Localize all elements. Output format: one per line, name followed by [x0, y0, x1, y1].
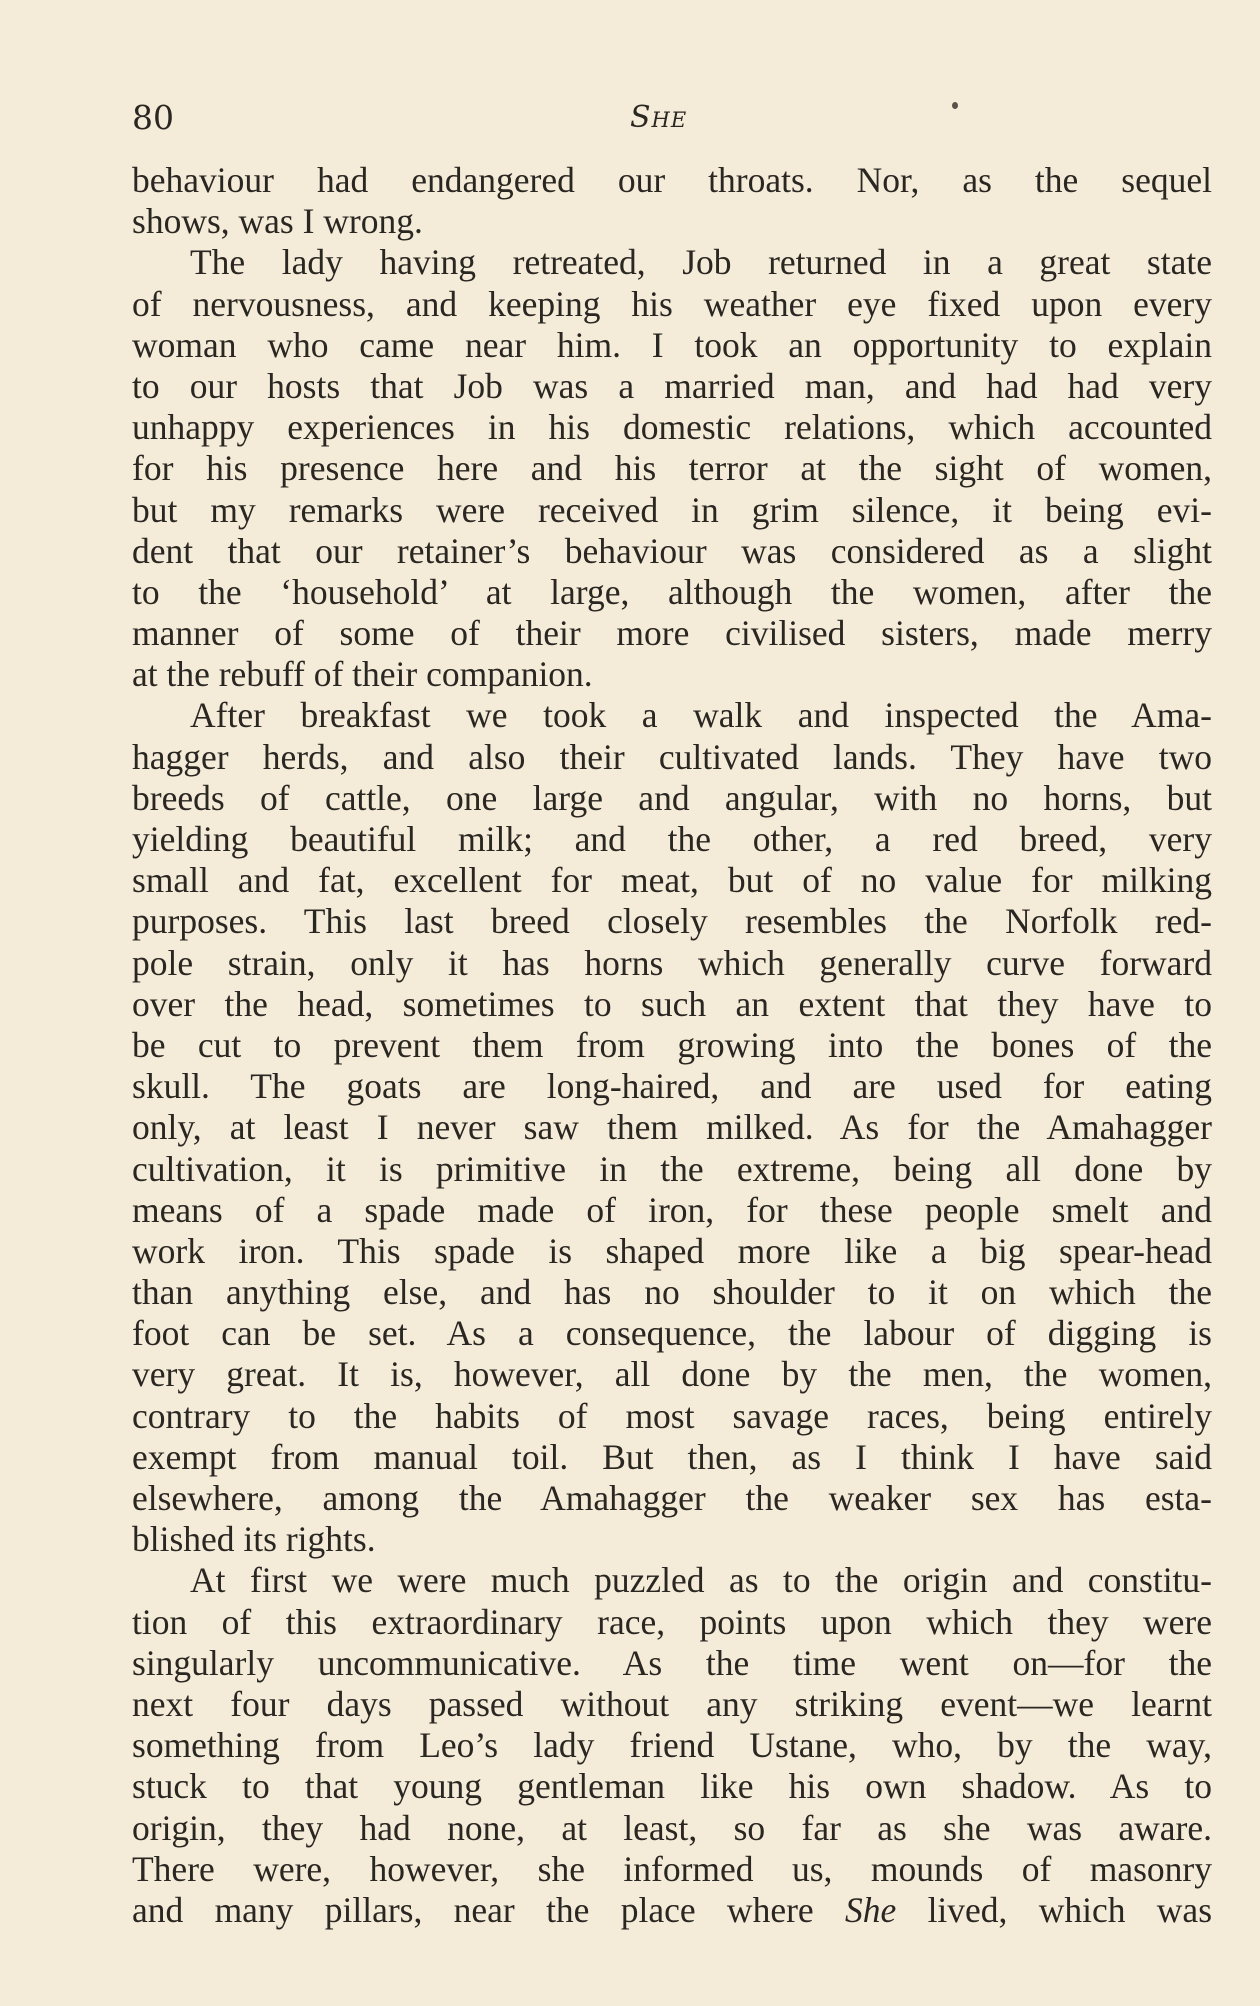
text-line: behaviour had endangered our throats. Nor, as the sequel	[132, 160, 1212, 200]
paragraph-start-line: The lady having retreated, Job returned in a great state	[190, 242, 1212, 283]
text-line: than anything else, and has no shoulder to it on which the	[132, 1272, 1212, 1313]
text-line: manner of some of their more civilised sisters, made merry	[132, 613, 1212, 654]
text-line: for his presence here and his terror at the sight of women,	[132, 448, 1212, 489]
text-line: means of a spade made of iron, for these people smelt and	[132, 1189, 1212, 1230]
text-line: skull. The goats are long-haired, and are used for eating	[132, 1066, 1212, 1107]
text-line: of nervousness, and keeping his weather eye fixed upon every	[132, 283, 1212, 324]
text-line: origin, they had none, at least, so far as she was aware.	[132, 1807, 1212, 1848]
text-line: foot can be set. As a consequence, the labour of digging is	[132, 1313, 1212, 1354]
page-header	[132, 92, 1212, 144]
page-number: 80	[132, 98, 174, 137]
text-line: unhappy experiences in his domestic relations, which accounted	[132, 407, 1212, 448]
italic-title: She	[844, 1889, 897, 1930]
paragraph-start-line: At first we were much puzzled as to the origin and constitu-	[190, 1560, 1212, 1601]
ink-speck	[952, 102, 958, 109]
text-line: but my remarks were received in grim silence, it being evi-	[132, 489, 1212, 530]
text-line: yielding beautiful milk; and the other, a red breed, very	[132, 819, 1212, 859]
text-line: small and fat, excellent for meat, but of no value for milking	[132, 860, 1212, 901]
text-line: exempt from manual toil. But then, as I think I have said	[132, 1436, 1212, 1477]
text-line: shows, was I wrong.	[132, 201, 423, 242]
text-segment: lived, which was	[927, 1889, 1213, 1930]
text-line: cultivation, it is primitive in the extreme, being all done by	[132, 1148, 1212, 1189]
text-line: tion of this extraordinary race, points upon which they were	[132, 1601, 1212, 1642]
paragraph-start-line: After breakfast we took a walk and inspected the Ama-	[190, 695, 1212, 736]
text-line: at the rebuff of their companion.	[132, 654, 593, 695]
text-line: to the ‘household’ at large, although the women, after the	[132, 571, 1212, 612]
text-line: pole strain, only it has horns which generally curve forward	[132, 942, 1212, 983]
text-line: very great. It is, however, all done by the men, the women,	[132, 1354, 1212, 1395]
text-line: something from Leo’s lady friend Ustane, who, by the way,	[132, 1725, 1212, 1766]
text-line: only, at least I never saw them milked. As for the Amahagger	[132, 1107, 1212, 1148]
text-line: elsewhere, among the Amahagger the weaker sex has esta-	[132, 1478, 1212, 1518]
text-line: singularly uncommunicative. As the time went on—for the	[132, 1642, 1212, 1683]
text-line: breeds of cattle, one large and angular, with no horns, but	[132, 777, 1212, 818]
text-line: woman who came near him. I took an opportunity to explain	[132, 324, 1212, 365]
text-segment: and many pillars, near the place where	[132, 1889, 814, 1930]
text-line: There were, however, she informed us, mounds of masonry	[132, 1848, 1212, 1889]
text-line: contrary to the habits of most savage races, being entirely	[132, 1395, 1212, 1436]
text-line: next four days passed without any striking event—we learnt	[132, 1683, 1212, 1724]
text-line: blished its rights.	[132, 1519, 376, 1560]
text-line: be cut to prevent them from growing into the bones of the	[132, 1024, 1212, 1065]
text-line: hagger herds, and also their cultivated lands. They have two	[132, 736, 1212, 777]
text-line: to our hosts that Job was a married man, and had had very	[132, 365, 1212, 406]
text-line	[132, 1890, 1212, 1931]
text-line: purposes. This last breed closely resembles the Norfolk red-	[132, 901, 1212, 942]
body-text	[132, 160, 1212, 1931]
text-line: over the head, sometimes to such an extent that they have to	[132, 983, 1212, 1024]
text-line: stuck to that young gentleman like his own shadow. As to	[132, 1766, 1212, 1807]
text-line: work iron. This spade is shaped more like a big spear-head	[132, 1230, 1212, 1271]
running-title: She	[630, 100, 688, 135]
text-line: dent that our retainer’s behaviour was considered as a slight	[132, 530, 1212, 571]
